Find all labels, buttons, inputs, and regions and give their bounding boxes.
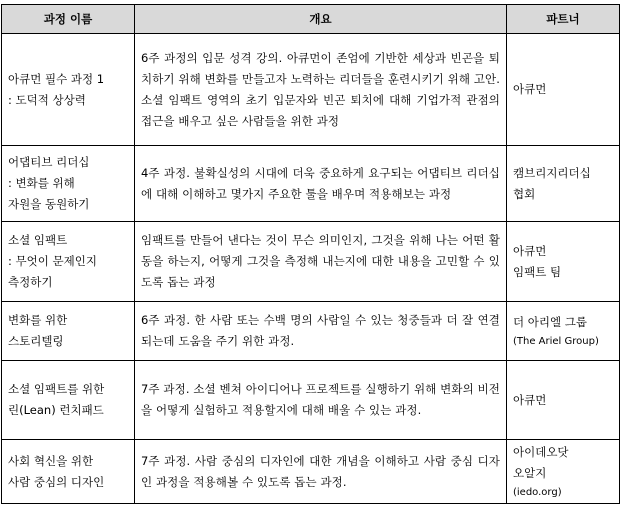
header-course-name: 과정 이름 — [2, 5, 135, 34]
partner-cell — [507, 302, 620, 361]
course-name-line: 린(Lean) 런치패드 — [8, 403, 104, 417]
partner-name-line: 아큐먼 — [513, 243, 547, 258]
partner-name-line: 아큐먼 — [513, 82, 547, 96]
course-name-cell — [2, 222, 135, 302]
course-summary: 7주 과정. 사람 중심의 디자인에 대한 개념을 이해하고 사람 중심 디자인 과정을 적용해볼 수 있도록 돕는 과정. — [141, 453, 500, 489]
header-summary: 개요 — [135, 5, 507, 34]
header-row — [2, 5, 620, 34]
table-row — [2, 302, 620, 361]
course-name-line: 측정하기 — [8, 275, 53, 289]
course-name-line: 자원을 동원하기 — [8, 197, 90, 211]
course-name-line: 사회 혁신을 위한 — [8, 453, 94, 468]
partner-name-line: 아큐먼 — [513, 392, 547, 407]
table-row — [2, 34, 620, 146]
partner-cell — [507, 146, 620, 222]
course-name-line: 소셜 임팩트를 위한 — [8, 382, 105, 396]
partner-name-line: 오알지 — [513, 465, 547, 480]
partner-cell — [507, 34, 620, 146]
course-name-line: 소셜 임팩트 — [8, 233, 68, 247]
course-name-cell — [2, 146, 135, 222]
course-summary: 7주 과정. 소셜 벤쳐 아이디어나 프로젝트를 실행하기 위해 변화의 비전을 어떻게 실험하고 적용할지에 대해 배울 수 있는 과정. — [141, 382, 500, 417]
partner-name-line: 임팩트 팀 — [513, 264, 562, 279]
course-summary: 6주 과정. 한 사람 또는 수백 명의 사람일 수 있는 청중들과 더 잘 연결되는데 도움을 주기 위한 과정. — [141, 313, 500, 348]
partner-cell — [507, 222, 620, 302]
partner-english-name: (iedo.org) — [513, 486, 562, 498]
partner-name-line: 더 아리엘 그룹 — [513, 314, 587, 329]
course-name-line: 변화를 위한 — [8, 313, 68, 327]
partner-name-line: 협회 — [513, 186, 536, 201]
table-row — [2, 222, 620, 302]
partner-name-line: 캠브리지리더십 — [513, 165, 591, 180]
course-summary: 임팩트를 만들어 낸다는 것이 무슨 의미인지, 그것을 위해 나는 어떤 활동을 하는지, 어떻게 그것을 측정해 내는지에 대한 내용을 고민할 수 있도록 돕는 과정 — [141, 233, 500, 289]
course-name-line: : 무엇이 문제인지 — [8, 254, 97, 268]
partner-english-name: (The Ariel Group) — [513, 335, 599, 347]
table-row — [2, 361, 620, 440]
course-name-cell — [2, 440, 135, 504]
course-summary-cell — [135, 34, 507, 146]
course-name-line: : 도덕적 상상력 — [8, 92, 86, 107]
course-name-line: 스토리텔링 — [8, 334, 64, 348]
course-summary-cell — [135, 361, 507, 440]
course-name-cell — [2, 34, 135, 146]
course-summary-cell — [135, 222, 507, 302]
course-summary-cell — [135, 146, 507, 222]
course-summary: 4주 과정. 불확실성의 시대에 더욱 중요하게 요구되는 어댑티브 리더십에 대해 이해하고 몇가지 주요한 툴을 배우며 적용해보는 과정 — [141, 165, 500, 201]
course-name-cell — [2, 302, 135, 361]
partner-name-line: 아이데오닷 — [513, 444, 569, 459]
partner-cell — [507, 440, 620, 504]
header-partner: 파트너 — [507, 5, 620, 34]
table-row — [2, 440, 620, 504]
partner-cell — [507, 361, 620, 440]
course-name-line: 어댑티브 리더십 — [8, 155, 90, 169]
course-name-line: 아큐먼 필수 과정 1 — [8, 71, 105, 86]
course-name-line: : 변화를 위해 — [8, 176, 75, 190]
course-name-cell — [2, 361, 135, 440]
table-row — [2, 146, 620, 222]
course-summary-cell — [135, 440, 507, 504]
course-summary: 6주 과정의 입문 성격 강의. 아큐먼이 존엄에 기반한 세상과 빈곤을 퇴치하기 위해 변화를 만들고자 노력하는 리더들을 훈련시키기 위해 고안. 소셜 임팩트 영역의 초기 입문자와 빈곤 퇴치에 대해 기업가적 관점의 접근을 배우고 싶은 사람들을 위한 과정 — [141, 50, 500, 128]
course-table — [1, 4, 620, 504]
course-summary-cell — [135, 302, 507, 361]
course-name-line: 사람 중심의 디자인 — [8, 474, 105, 489]
